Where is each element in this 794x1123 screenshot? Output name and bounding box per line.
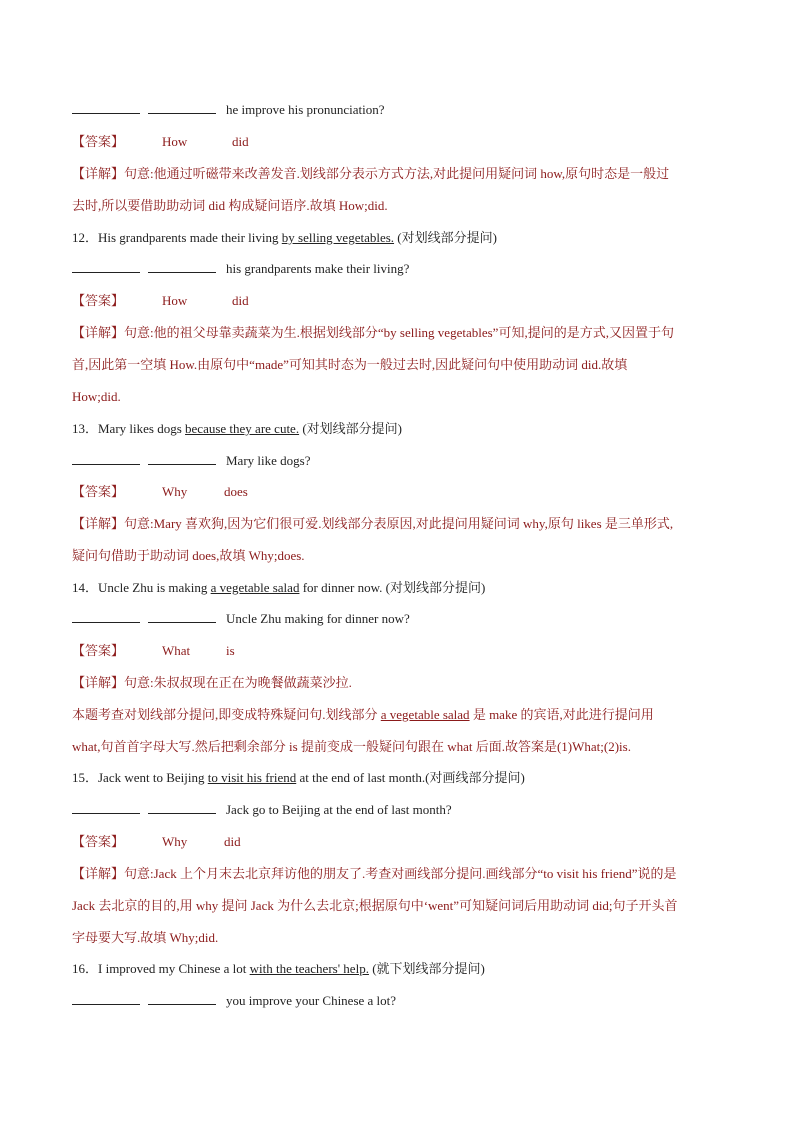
- q14-answer-line: [72, 642, 235, 660]
- q12-detail-line-2: 首,因此第一空填 How.由原句中“made”可知其时态为一般过去时,因此疑问句中使用助动词 did.故填: [72, 357, 628, 372]
- q13-fill-text: Mary like dogs?: [226, 453, 311, 468]
- q16-question: [72, 960, 485, 978]
- q13-fill-line: [72, 452, 310, 470]
- answer-blank-1[interactable]: [72, 992, 140, 1005]
- answer-blank-1[interactable]: [72, 101, 140, 114]
- underlined-phrase: because they are cute.: [185, 421, 300, 436]
- detail-text: 句意:他的祖父母靠卖蔬菜为生.根据划线部分“by selling vegetables”可知,提问的是方式,又因置于句: [124, 325, 674, 340]
- detail-label: 【详解】: [72, 166, 125, 181]
- detail-label: 【详解】: [72, 516, 125, 531]
- question-text: 15．Jack went to Beijing: [72, 770, 208, 785]
- q15-detail-line-3: 字母要大写.故填 Why;did.: [72, 930, 219, 945]
- q11-detail-line-2: 去时,所以要借助助动词 did 构成疑问语序.故填 How;did.: [72, 198, 388, 213]
- question-instruction: at the end of last month.(对画线部分提问): [296, 770, 525, 785]
- q12-question: [72, 229, 497, 247]
- q13-detail-line-2: 疑问句借助于助动词 does,故填 Why;does.: [72, 548, 305, 563]
- underlined-phrase: to visit his friend: [207, 770, 297, 785]
- q15-fill-text: Jack go to Beijing at the end of last month?: [226, 802, 452, 817]
- q16-fill-text: you improve your Chinese a lot?: [226, 993, 397, 1008]
- detail-text: 句意:朱叔叔现在正在为晚餐做蔬菜沙拉.: [124, 675, 352, 690]
- question-instruction: (对划线部分提问): [299, 421, 402, 436]
- detail-label: 【详解】: [72, 675, 125, 690]
- detail-text: 句意:他通过听磁带来改善发音.划线部分表示方式方法,对此提问用疑问词 how,原句时态是一般过: [124, 166, 670, 181]
- detail-label: 【详解】: [72, 866, 125, 881]
- q12-fill-line: [72, 260, 409, 278]
- q15-answer-line: [72, 833, 241, 851]
- answer-blank-1[interactable]: [72, 260, 140, 273]
- question-instruction: (就下划线部分提问): [368, 961, 485, 976]
- question-instruction: for dinner now. (对划线部分提问): [299, 580, 486, 595]
- q12-detail-line-1: [72, 324, 674, 342]
- question-text: 16．I improved my Chinese a lot: [72, 961, 250, 976]
- q14-fill-text: Uncle Zhu making for dinner now?: [226, 611, 410, 626]
- underlined-phrase: by selling vegetables.: [281, 230, 395, 245]
- answer-word-1: Why: [162, 834, 188, 849]
- question-text: 12．His grandparents made their living: [72, 230, 282, 245]
- q12-detail-line-3: How;did.: [72, 389, 121, 404]
- detail-text: 句意:Jack 上个月末去北京拜访他的朋友了.考查对画线部分提问.画线部分“to visit his friend”说的是: [124, 866, 677, 881]
- answer-word-2: did: [232, 293, 249, 308]
- q13-answer-line: [72, 483, 248, 501]
- q14-detail-line-3: what,句首首字母大写.然后把剩余部分 is 提前变成一般疑问句跟在 what 后面.故答案是(1)What;(2)is.: [72, 739, 631, 754]
- q15-detail-line-1: [72, 865, 676, 883]
- answer-blank-2[interactable]: [148, 101, 216, 114]
- answer-label: 【答案】: [72, 834, 125, 849]
- underlined-phrase: with the teachers' help.: [249, 961, 369, 976]
- underlined-phrase: a vegetable salad: [210, 580, 300, 595]
- answer-word-1: What: [162, 643, 191, 658]
- question-text: 13．Mary likes dogs: [72, 421, 186, 436]
- q13-detail-line-1: [72, 515, 673, 533]
- question-text: 14．Uncle Zhu is making: [72, 580, 211, 595]
- answer-word-1: How: [162, 293, 188, 308]
- answer-blank-1[interactable]: [72, 452, 140, 465]
- answer-blank-1[interactable]: [72, 610, 140, 623]
- answer-label: 【答案】: [72, 643, 125, 658]
- answer-blank-1[interactable]: [72, 801, 140, 814]
- q14-question: [72, 579, 485, 597]
- q14-detail-line-1: [72, 674, 352, 692]
- q15-question: [72, 769, 525, 787]
- answer-blank-2[interactable]: [148, 452, 216, 465]
- answer-label: 【答案】: [72, 293, 125, 308]
- answer-word-2: did: [232, 134, 249, 149]
- answer-word-1: Why: [162, 484, 188, 499]
- answer-blank-2[interactable]: [148, 992, 216, 1005]
- q11-fill-line: [72, 101, 385, 119]
- answer-word-2: does: [224, 484, 248, 499]
- q12-answer-line: [72, 292, 249, 310]
- answer-blank-2[interactable]: [148, 260, 216, 273]
- q15-detail-line-2: Jack 去北京的目的,用 why 提问 Jack 为什么去北京;根据原句中‘went”可知疑问词后用助动词 did;句子开头首: [72, 898, 678, 913]
- q11-fill-text: he improve his pronunciation?: [226, 102, 385, 117]
- answer-word-2: is: [226, 643, 235, 658]
- question-instruction: (对划线部分提问): [394, 230, 497, 245]
- q14-fill-line: [72, 610, 410, 628]
- q15-fill-line: [72, 801, 452, 819]
- answer-label: 【答案】: [72, 484, 125, 499]
- q14-detail-line-2: [72, 706, 654, 724]
- detail-text: 本题考查对划线部分提问,即变成特殊疑问句.划线部分: [72, 707, 381, 722]
- detail-text: 句意:Mary 喜欢狗,因为它们很可爱.划线部分表原因,对此提问用疑问词 why,原句 likes 是三单形式,: [124, 516, 674, 531]
- underlined-phrase: a vegetable salad: [380, 707, 470, 722]
- answer-word-1: How: [162, 134, 188, 149]
- q13-question: [72, 420, 402, 438]
- q12-fill-text: his grandparents make their living?: [226, 261, 410, 276]
- answer-blank-2[interactable]: [148, 610, 216, 623]
- answer-label: 【答案】: [72, 134, 125, 149]
- q11-detail-line-1: [72, 165, 669, 183]
- answer-word-2: did: [224, 834, 241, 849]
- detail-text: 是 make 的宾语,对此进行提问用: [469, 707, 654, 722]
- detail-label: 【详解】: [72, 325, 125, 340]
- q11-answer-line: [72, 133, 249, 151]
- q16-fill-line: [72, 992, 396, 1010]
- answer-blank-2[interactable]: [148, 801, 216, 814]
